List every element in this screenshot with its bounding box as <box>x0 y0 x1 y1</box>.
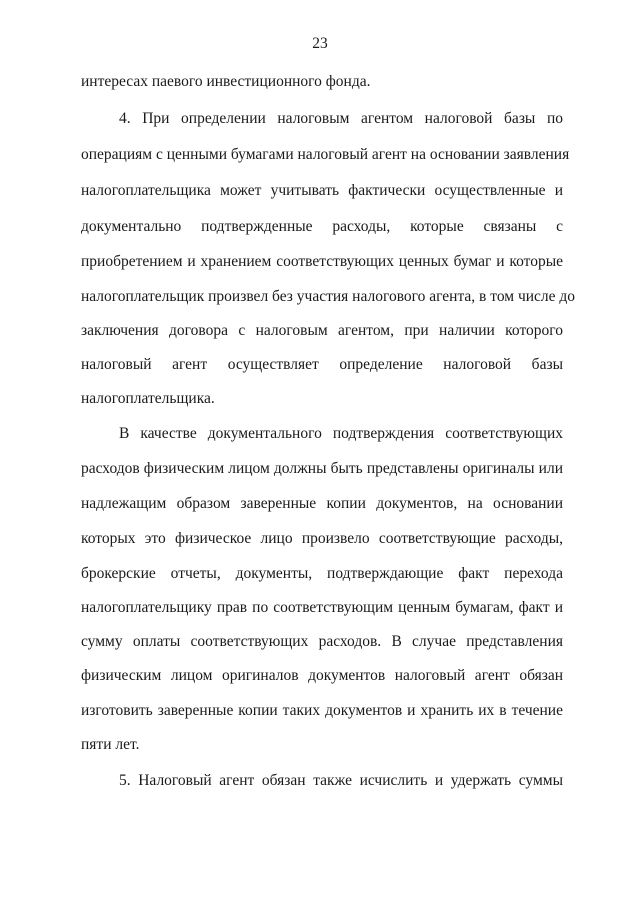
paragraph-documentary-line: расходов физическим лицом должны быть представлены оригиналы или <box>81 460 563 477</box>
paragraph-documentary-line: изготовить заверенные копии таких документов и хранить их в течение <box>81 702 563 719</box>
paragraph-4-line: налоговый агент осуществляет определение налоговой базы <box>81 356 563 373</box>
paragraph-4-line: налогоплательщика. <box>81 390 215 407</box>
paragraph-4-line: заключения договора с налоговым агентом, при наличии которого <box>81 322 563 339</box>
paragraph-documentary-line: которых это физическое лицо произвело соответствующие расходы, <box>81 530 563 547</box>
paragraph-documentary-line: сумму оплаты соответствующих расходов. В случае представления <box>81 633 563 650</box>
paragraph-5-line: 5. Налоговый агент обязан также исчислить и удержать суммы <box>119 772 563 789</box>
page-number: 23 <box>312 35 328 52</box>
paragraph-documentary-line: физическим лицом оригиналов документов налоговый агент обязан <box>81 667 563 684</box>
paragraph-4-line: 4. При определении налоговым агентом налоговой базы по <box>119 110 563 127</box>
text-line: интересах паевого инвестиционного фонда. <box>81 73 371 90</box>
paragraph-4-line: налогоплательщик произвел без участия налогового агента, в том числе до <box>81 288 576 305</box>
paragraph-documentary-line: налогоплательщику прав по соответствующим ценным бумагам, факт и <box>81 599 563 616</box>
paragraph-documentary-line: пяти лет. <box>81 736 140 753</box>
paragraph-4-line: операциям с ценными бумагами налоговый агент на основании заявления <box>81 146 570 163</box>
paragraph-documentary-line: брокерские отчеты, документы, подтверждающие факт перехода <box>81 565 563 582</box>
paragraph-4-line: приобретением и хранением соответствующих ценных бумаг и которые <box>81 253 563 270</box>
paragraph-4-line: налогоплательщика может учитывать фактически осуществленные и <box>81 182 563 199</box>
paragraph-documentary-line: В качестве документального подтверждения соответствующих <box>119 425 563 442</box>
paragraph-4-line: документально подтвержденные расходы, которые связаны с <box>81 218 563 235</box>
paragraph-documentary-line: надлежащим образом заверенные копии документов, на основании <box>81 495 563 512</box>
